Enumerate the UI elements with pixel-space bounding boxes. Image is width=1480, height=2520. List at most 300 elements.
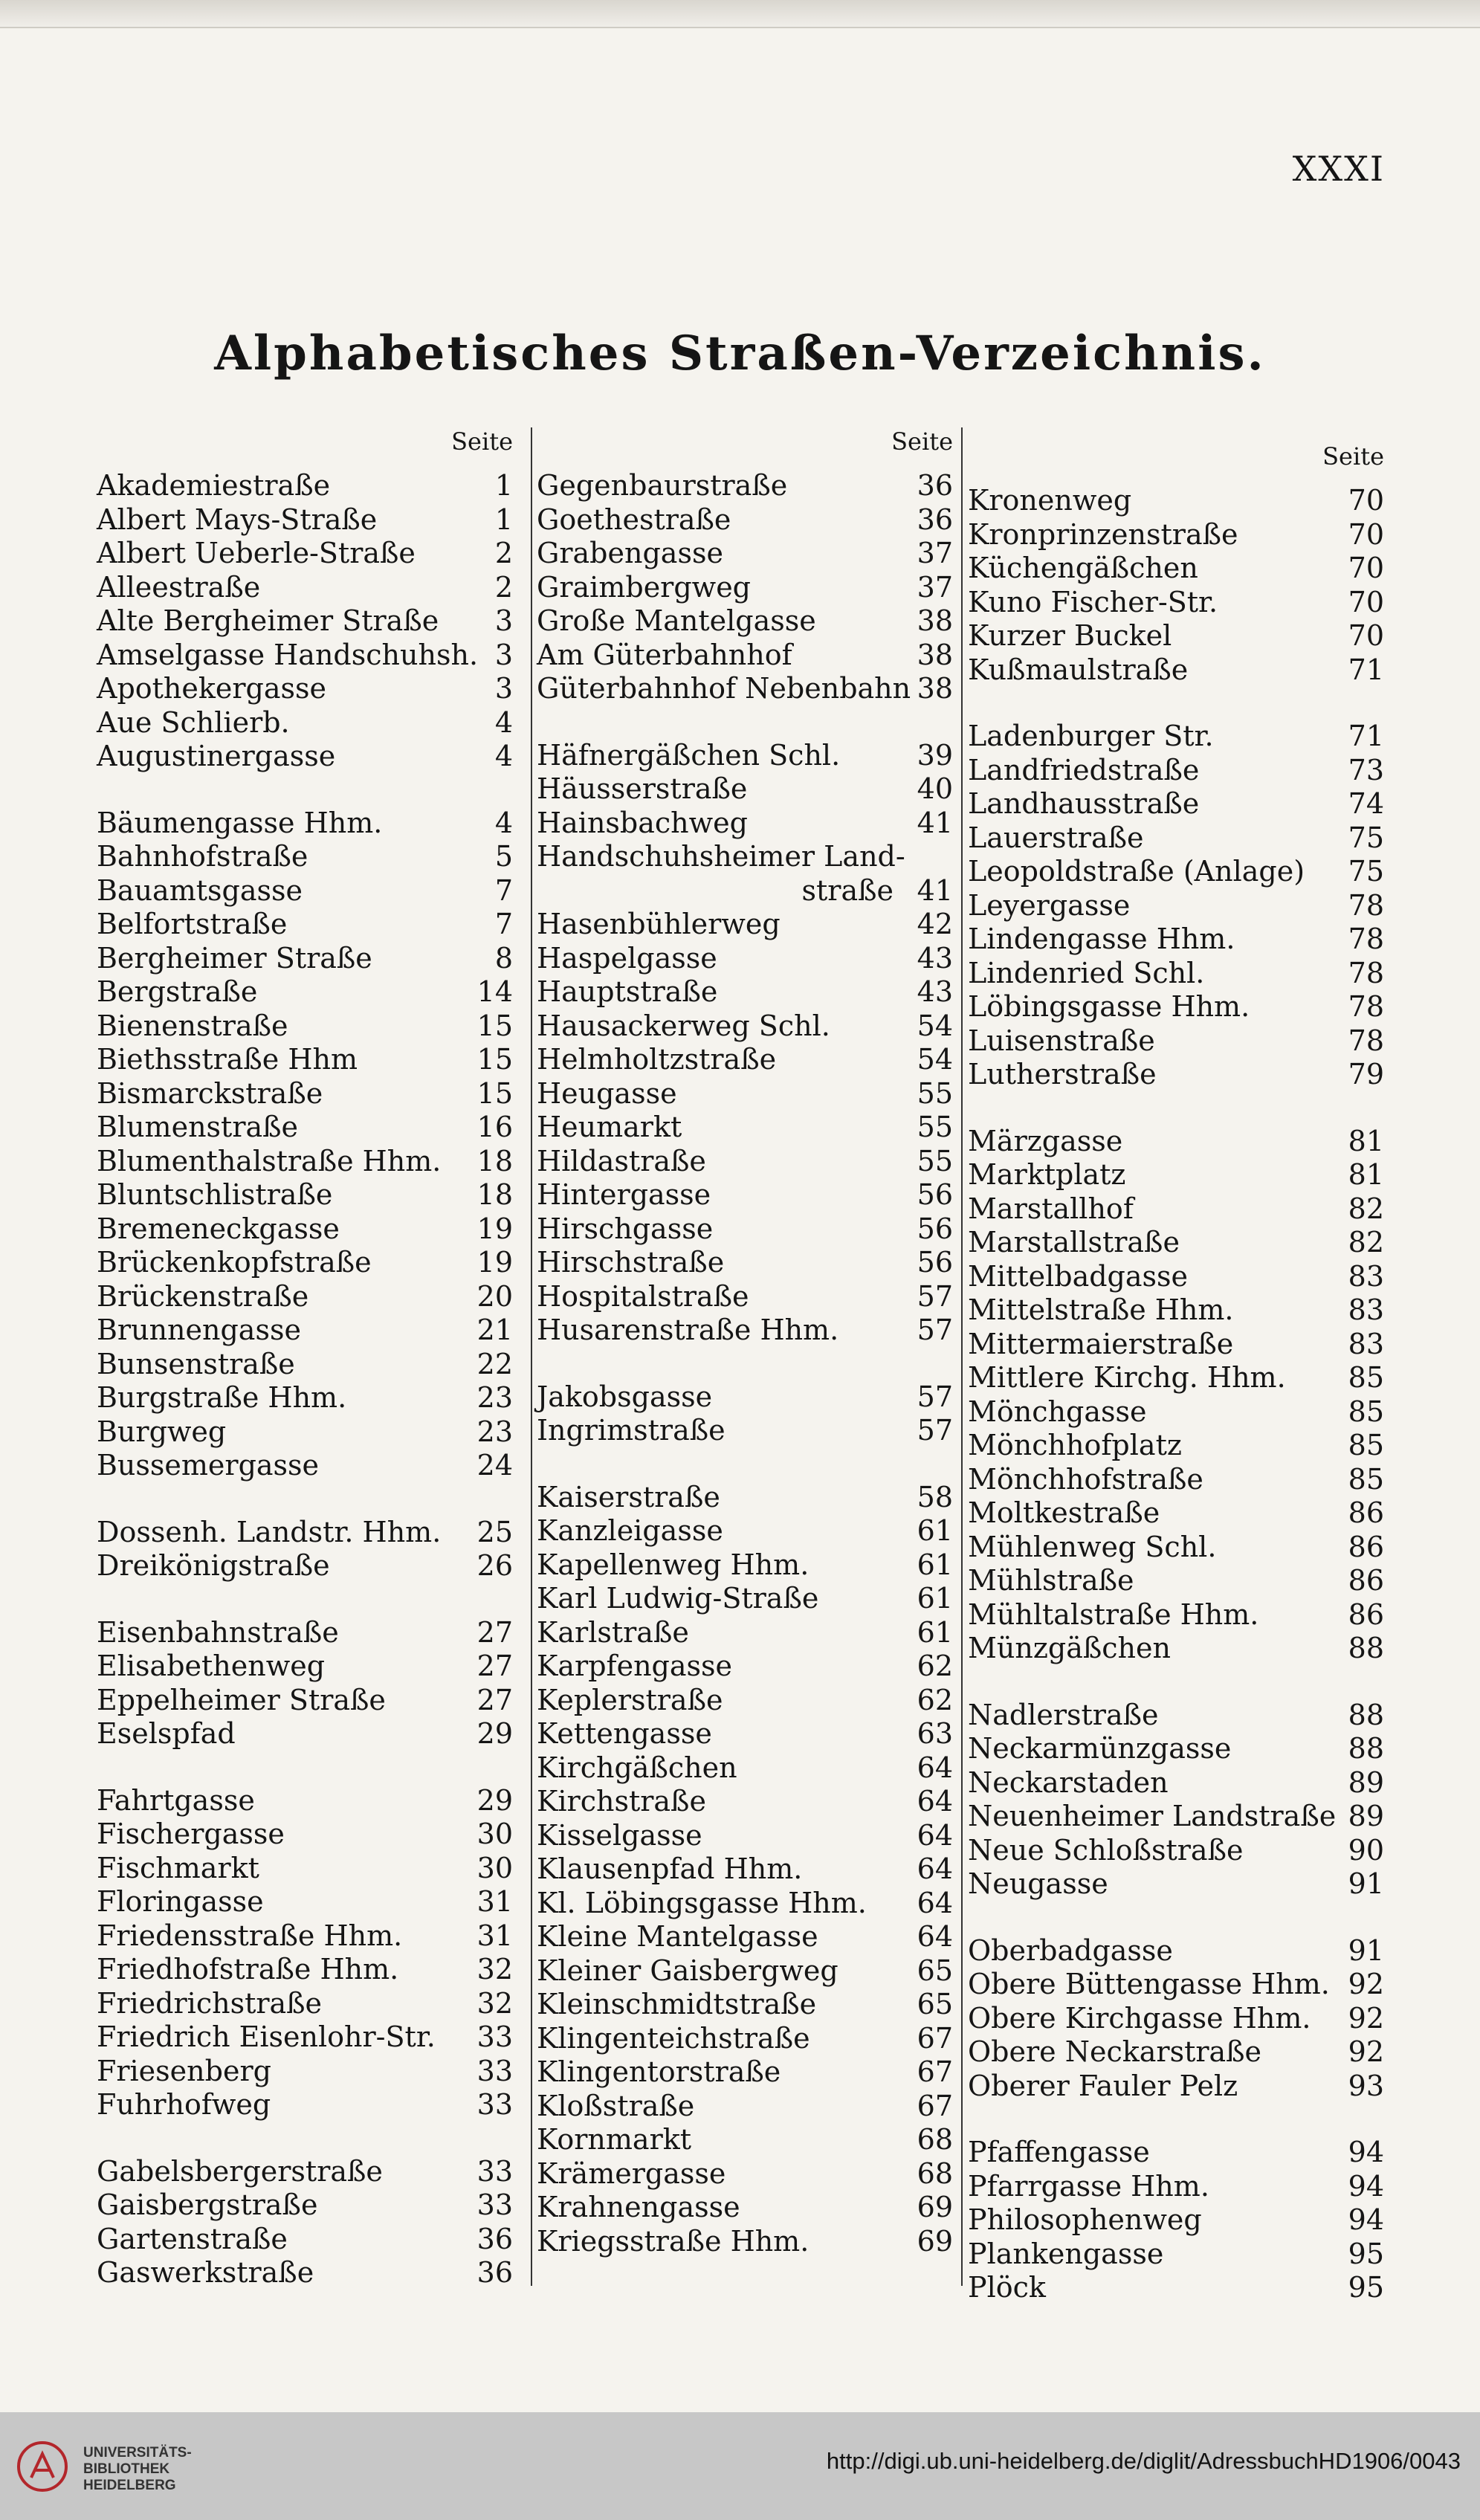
page-ref: 56: [917, 1246, 953, 1279]
street-name: Häfnergäßchen Schl.: [537, 738, 841, 772]
street-name: Kirchgäßchen: [537, 1751, 737, 1784]
street-name: Neuenheimer Landstraße: [968, 1800, 1337, 1832]
street-name: Lindengasse Hhm.: [968, 923, 1235, 955]
street-name: Heugasse: [537, 1076, 677, 1110]
index-entry: [97, 1650, 513, 1684]
street-name: Münzgäßchen: [968, 1632, 1171, 1664]
index-entry: [968, 720, 1384, 754]
index-entry: [537, 1684, 953, 1718]
street-name: Mittelstraße Hhm.: [968, 1293, 1234, 1326]
page-ref: 57: [917, 1380, 953, 1413]
page-ref: 70: [1348, 517, 1384, 551]
page-ref: 37: [917, 537, 953, 569]
page-ref: 5: [494, 840, 513, 873]
page-ref: 90: [1348, 1833, 1384, 1867]
index-entry: [537, 672, 953, 706]
index-entry: [97, 639, 513, 673]
page-ref: 67: [917, 2089, 953, 2122]
page-ref: 91: [1348, 1867, 1384, 1900]
index-entry: [537, 739, 953, 773]
index-entry: [537, 1887, 953, 1921]
street-name: Große Mantelgasse: [537, 604, 816, 637]
index-entry: [97, 1280, 513, 1314]
street-name: Husarenstraße Hhm.: [537, 1314, 839, 1346]
index-entry: [968, 1732, 1384, 1766]
street-name: Kriegsstraße Hhm.: [537, 2224, 810, 2258]
page-ref: 22: [476, 1347, 513, 1380]
page-ref: 30: [476, 1851, 513, 1884]
index-entry: [97, 1885, 513, 1919]
index-entry: [97, 1178, 513, 1212]
page-ref: 14: [476, 975, 513, 1008]
index-entry: [968, 1531, 1384, 1565]
street-name: Haspelgasse: [537, 941, 717, 975]
index-entry: [537, 1582, 953, 1616]
index-entry: [97, 571, 513, 605]
page-ref: 81: [1348, 1124, 1384, 1157]
index-entry: [968, 957, 1384, 991]
street-name: Hausackerweg Schl.: [537, 1009, 830, 1042]
page-ref: 94: [1348, 2203, 1384, 2236]
street-name: Obere Neckarstraße: [968, 2035, 1262, 2068]
library-name-line: BIBLIOTHEK: [83, 2461, 170, 2477]
page-ref: 82: [1348, 1226, 1384, 1259]
index-entry: [97, 2055, 513, 2089]
street-name: Elisabethenweg: [97, 1650, 326, 1682]
index-entry: [97, 2188, 513, 2223]
street-name: Gegenbaurstraße: [537, 469, 788, 502]
page-ref: 93: [1348, 2069, 1384, 2102]
street-name: Landfriedstraße: [968, 753, 1200, 786]
page-ref: 21: [476, 1314, 513, 1346]
index-entry: [968, 821, 1384, 856]
page-ref: 64: [917, 1751, 953, 1784]
index-entry: [97, 1784, 513, 1818]
library-footer: [0, 2412, 1480, 2520]
street-name: Blumenstraße: [97, 1111, 299, 1143]
street-name: Hasenbühlerweg: [537, 908, 781, 940]
street-name: Ladenburger Str.: [968, 720, 1214, 752]
index-entry: [97, 1381, 513, 1415]
page-ref: 65: [917, 1988, 953, 2020]
street-name: Belfortstraße: [97, 908, 288, 940]
index-entry: [537, 1852, 953, 1887]
street-name: Kleinschmidtstraße: [537, 1988, 817, 2020]
street-name: Leyergasse: [968, 888, 1131, 922]
street-name: Friedensstraße Hhm.: [97, 1919, 403, 1952]
index-entry: [537, 2055, 953, 2090]
index-entry: [968, 754, 1384, 788]
page-ref: 81: [1348, 1158, 1384, 1191]
page-ref: 92: [1348, 2001, 1384, 2035]
page-ref: 68: [917, 2156, 953, 2190]
index-entry: [97, 1009, 513, 1044]
source-url-link[interactable]: http://digi.ub.uni-heidelberg.de/diglit/AdressbuchHD1906/0043: [826, 2448, 1461, 2474]
page-ref: 31: [476, 1919, 513, 1952]
street-name: Eselspfad: [97, 1717, 236, 1750]
index-entry: [968, 653, 1384, 688]
page-ref: 70: [1348, 585, 1384, 618]
street-name: Hildastraße: [537, 1144, 706, 1177]
street-name: Grabengasse: [537, 537, 723, 569]
street-name: Albert Ueberle-Straße: [97, 537, 416, 569]
street-name: Neugasse: [968, 1867, 1108, 1900]
street-name: Neckarmünzgasse: [968, 1732, 1232, 1765]
street-name: Hirschstraße: [537, 1246, 725, 1279]
index-entry: [968, 1834, 1384, 1868]
index-entry: [537, 2022, 953, 2056]
entry-list: [968, 484, 1384, 2305]
street-name: Apothekergasse: [97, 672, 327, 705]
index-entry: [968, 1699, 1384, 1733]
page-ref: 70: [1348, 552, 1384, 584]
page-ref: 86: [1348, 1530, 1384, 1563]
street-name: Aue Schlierb.: [97, 705, 290, 739]
index-entry: [97, 1919, 513, 1954]
street-name: Kronenweg: [968, 484, 1132, 517]
index-entry: [97, 503, 513, 537]
index-entry: [97, 1212, 513, 1247]
page-ref: 61: [917, 1548, 953, 1581]
street-name: Gabelsbergerstraße: [97, 2154, 383, 2188]
street-name: Ingrimstraße: [537, 1414, 726, 1447]
index-entry: [968, 2170, 1384, 2204]
seite-header: Seite: [1322, 442, 1384, 471]
page-ref: 39: [917, 738, 953, 772]
index-entry: [968, 1395, 1384, 1429]
page-ref: 25: [476, 1515, 513, 1548]
street-name: Alleestraße: [97, 570, 261, 604]
page-ref: 40: [917, 772, 953, 805]
index-entry: [968, 1361, 1384, 1395]
index-entry: [97, 1043, 513, 1077]
street-name: Kirchstraße: [537, 1785, 706, 1818]
street-name: Am Güterbahnhof: [537, 638, 792, 671]
street-name: Pfarrgasse Hhm.: [968, 2169, 1209, 2203]
street-name: Lutherstraße: [968, 1058, 1157, 1091]
page-ref: 69: [917, 2224, 953, 2258]
index-entry: [97, 874, 513, 908]
page-ref: 61: [917, 1582, 953, 1615]
page-ref: 62: [917, 1683, 953, 1716]
index-entry: [537, 537, 953, 571]
street-name: Amselgasse Handschuhsh.: [97, 638, 479, 671]
index-entry: [97, 1616, 513, 1650]
page-ref: 88: [1348, 1632, 1384, 1664]
street-name: Albert Mays-Straße: [97, 503, 378, 536]
index-entry: [537, 1111, 953, 1145]
page-ref: 33: [476, 2054, 513, 2087]
index-entry: [97, 1077, 513, 1111]
index-entry: [537, 874, 953, 908]
index-entry: [968, 1192, 1384, 1227]
page-ref: 73: [1348, 753, 1384, 786]
page-ref: 54: [917, 1043, 953, 1076]
page-ref: 43: [917, 941, 953, 975]
index-entry: [968, 2002, 1384, 2036]
page-ref: 29: [476, 1717, 513, 1750]
street-name: Bäumengasse Hhm.: [97, 806, 383, 839]
street-name: Akademiestraße: [97, 469, 331, 502]
index-entry: [537, 2157, 953, 2191]
index-entry: [537, 1314, 953, 1348]
page-ref: 62: [917, 1650, 953, 1682]
index-entry: [968, 2203, 1384, 2238]
street-name: Marktplatz: [968, 1158, 1126, 1191]
page-ref: 75: [1348, 821, 1384, 854]
index-entry: [97, 537, 513, 571]
page-ref: 95: [1348, 2271, 1384, 2304]
page-ref: 3: [494, 638, 513, 671]
page-ref: 57: [917, 1279, 953, 1313]
column-divider: [531, 427, 532, 2286]
index-entry: [97, 1145, 513, 1179]
seite-header: Seite: [451, 427, 513, 456]
street-name: Helmholtzstraße: [537, 1043, 777, 1076]
street-name: Dreikönigstraße: [97, 1549, 330, 1582]
street-name: Plöck: [968, 2271, 1046, 2304]
street-name: Dossenh. Landstr. Hhm.: [97, 1515, 442, 1548]
street-name: Mönchgasse: [968, 1395, 1147, 1428]
page-ref: 69: [917, 2191, 953, 2223]
page-ref: 86: [1348, 1496, 1384, 1529]
street-name: Marstallhof: [968, 1192, 1134, 1225]
page-ref: 3: [494, 604, 513, 637]
street-name: Bismarckstraße: [97, 1076, 323, 1110]
index-entry: [97, 2020, 513, 2055]
page-ref: 56: [917, 1212, 953, 1245]
index-entry: [97, 1987, 513, 2021]
index-entry: [97, 1415, 513, 1450]
index-entry: [537, 1145, 953, 1179]
page-ref: 33: [476, 2154, 513, 2188]
page-ref: 78: [1348, 956, 1384, 989]
entry-list: [537, 469, 953, 2258]
index-entry: [537, 639, 953, 673]
street-name: Mönchhofplatz: [968, 1429, 1182, 1461]
page-ref: 43: [917, 975, 953, 1008]
page-ref: 55: [917, 1076, 953, 1110]
page-ref: 19: [476, 1246, 513, 1279]
street-name: Gaswerkstraße: [97, 2256, 314, 2289]
street-name: Biethsstraße Hhm: [97, 1043, 358, 1076]
index-entry: [97, 1348, 513, 1382]
index-entry: [97, 1852, 513, 1886]
page-ref: 4: [494, 705, 513, 739]
index-entry: [97, 1549, 513, 1583]
index-entry: [968, 1024, 1384, 1059]
index-entry: [537, 503, 953, 537]
index-entry: [537, 1954, 953, 1988]
street-name: Kuno Fischer-Str.: [968, 585, 1218, 618]
page-ref: 79: [1348, 1058, 1384, 1091]
page-ref: 1: [494, 469, 513, 502]
page-ref: 18: [476, 1144, 513, 1177]
index-entry: [537, 1717, 953, 1751]
street-name: Friedrich Eisenlohr-Str.: [97, 2020, 436, 2053]
street-name: Kapellenweg Hhm.: [537, 1548, 810, 1581]
index-entry: [97, 1246, 513, 1280]
street-name: Neue Schloßstraße: [968, 1833, 1244, 1867]
index-entry: [537, 2191, 953, 2225]
street-name: Heumarkt: [537, 1111, 682, 1143]
page-ref: 26: [476, 1549, 513, 1582]
index-entry: [537, 1920, 953, 1954]
page-ref: 61: [917, 1514, 953, 1547]
index-entry: [537, 1043, 953, 1077]
street-name: Bremeneckgasse: [97, 1212, 340, 1245]
street-name: Bienenstraße: [97, 1009, 288, 1042]
page-ref: 85: [1348, 1462, 1384, 1496]
page-ref: 64: [917, 1818, 953, 1852]
page-ref: 89: [1348, 1800, 1384, 1832]
index-entry: [968, 1058, 1384, 1092]
page-ref: 8: [494, 941, 513, 975]
street-name: Mühlenweg Schl.: [968, 1530, 1217, 1563]
page-ref: 54: [917, 1009, 953, 1042]
street-name: Krahnengasse: [537, 2191, 740, 2223]
page-ref: 32: [476, 1986, 513, 2020]
street-name: Oberer Fauler Pelz: [968, 2069, 1238, 2102]
page-ref: 36: [917, 503, 953, 536]
index-entry: [537, 807, 953, 841]
index-entry: [537, 1380, 953, 1415]
street-name: Friesenberg: [97, 2054, 271, 2087]
entry-list: [97, 469, 513, 2290]
street-name: Kl. Löbingsgasse Hhm.: [537, 1886, 867, 1919]
street-name: Hauptstraße: [537, 975, 718, 1008]
page-ref: 94: [1348, 2169, 1384, 2203]
page-ref: 3: [494, 672, 513, 705]
page-ref: 41: [917, 806, 953, 839]
page-ref: 67: [917, 2055, 953, 2088]
page-ref: 83: [1348, 1293, 1384, 1326]
page-ref: 4: [494, 806, 513, 839]
library-name: [83, 2445, 192, 2494]
page-ref: 85: [1348, 1395, 1384, 1428]
index-entry: [968, 2136, 1384, 2170]
index-entry: [97, 706, 513, 740]
index-entry: [97, 2256, 513, 2290]
page-ref: 95: [1348, 2237, 1384, 2270]
index-entry: [537, 1650, 953, 1684]
page-ref: 15: [476, 1043, 513, 1076]
street-name: Hospitalstraße: [537, 1279, 749, 1313]
street-name: Güterbahnhof Nebenbahn: [537, 672, 911, 705]
index-entry: [968, 1867, 1384, 1902]
index-entry: [968, 1260, 1384, 1294]
page-ref: 70: [1348, 484, 1384, 517]
index-entry: [968, 1293, 1384, 1328]
index-entry: [537, 2225, 953, 2259]
street-name: Karl Ludwig-Straße: [537, 1582, 819, 1615]
page-ref: 33: [476, 2020, 513, 2053]
page-ref: 7: [494, 908, 513, 940]
index-entry: [97, 1314, 513, 1348]
index-entry: [97, 1684, 513, 1718]
page-ref: 38: [917, 672, 953, 705]
index-entry: [537, 1481, 953, 1515]
index-entry: [537, 469, 953, 503]
index-entry: [537, 1988, 953, 2022]
library-logo-icon: [16, 2440, 68, 2492]
index-entry: [968, 990, 1384, 1024]
page-ref: 2: [494, 570, 513, 604]
street-name: Kurzer Buckel: [968, 619, 1172, 652]
page-ref: 36: [476, 2256, 513, 2289]
street-name: Karlstraße: [537, 1615, 689, 1649]
street-name: straße: [801, 873, 894, 907]
index-entry: [537, 1616, 953, 1650]
index-entry: [97, 1111, 513, 1145]
page-ref: 86: [1348, 1564, 1384, 1597]
street-name: Hainsbachweg: [537, 806, 748, 839]
street-name: Märzgasse: [968, 1124, 1123, 1157]
street-name: Friedrichstraße: [97, 1986, 323, 2020]
page-ref: 33: [476, 2088, 513, 2121]
street-name: Lauerstraße: [968, 821, 1144, 854]
page-ref: 71: [1348, 653, 1384, 686]
page-ref: 61: [917, 1615, 953, 1649]
index-entry: [537, 1077, 953, 1111]
street-name: Mittelbadgasse: [968, 1259, 1189, 1293]
index-entry: [537, 1548, 953, 1583]
index-entry: [537, 571, 953, 605]
index-entry: [537, 942, 953, 976]
page-ref: 56: [917, 1178, 953, 1211]
index-entry: [97, 604, 513, 639]
page-ref: 68: [917, 2123, 953, 2156]
page-ref: 27: [476, 1615, 513, 1649]
page-ref: 82: [1348, 1192, 1384, 1225]
index-entry: [968, 855, 1384, 889]
index-entry: [537, 604, 953, 639]
index-entry: [537, 1280, 953, 1314]
page-ref: 32: [476, 1953, 513, 1986]
index-entry: [968, 889, 1384, 923]
page-ref: 71: [1348, 720, 1384, 752]
street-name: Kanzleigasse: [537, 1514, 723, 1547]
page-ref: 64: [917, 1920, 953, 1953]
street-name: Keplerstraße: [537, 1683, 723, 1716]
page-ref: 88: [1348, 1698, 1384, 1731]
street-name: Obere Kirchgasse Hhm.: [968, 2001, 1311, 2035]
index-entry: [97, 1953, 513, 1987]
index-entry: [968, 586, 1384, 620]
street-name: Burgweg: [97, 1415, 227, 1448]
page-ref: 65: [917, 1954, 953, 1987]
index-entry: [968, 1934, 1384, 1968]
seite-header: Seite: [891, 427, 953, 456]
index-entry: [97, 840, 513, 874]
page-ref: 89: [1348, 1765, 1384, 1799]
street-name: Mühltalstraße Hhm.: [968, 1597, 1259, 1631]
index-entry: [968, 1800, 1384, 1834]
street-name: Handschuhsheimer Land-: [537, 840, 905, 873]
street-name: Oberbadgasse: [968, 1933, 1173, 1967]
street-name: Luisenstraße: [968, 1024, 1155, 1057]
index-entry: [968, 1125, 1384, 1159]
page-ref: 57: [917, 1314, 953, 1346]
street-name: Bauamtsgasse: [97, 873, 303, 907]
street-name: Bluntschlistraße: [97, 1178, 333, 1211]
page-top-edge: [0, 0, 1480, 28]
page-ref: 64: [917, 1886, 953, 1919]
page-ref: 92: [1348, 1968, 1384, 2000]
street-name: Blumenthalstraße Hhm.: [97, 1144, 442, 1177]
library-name-line: HEIDELBERG: [83, 2478, 176, 2493]
street-name: Hirschgasse: [537, 1212, 714, 1245]
